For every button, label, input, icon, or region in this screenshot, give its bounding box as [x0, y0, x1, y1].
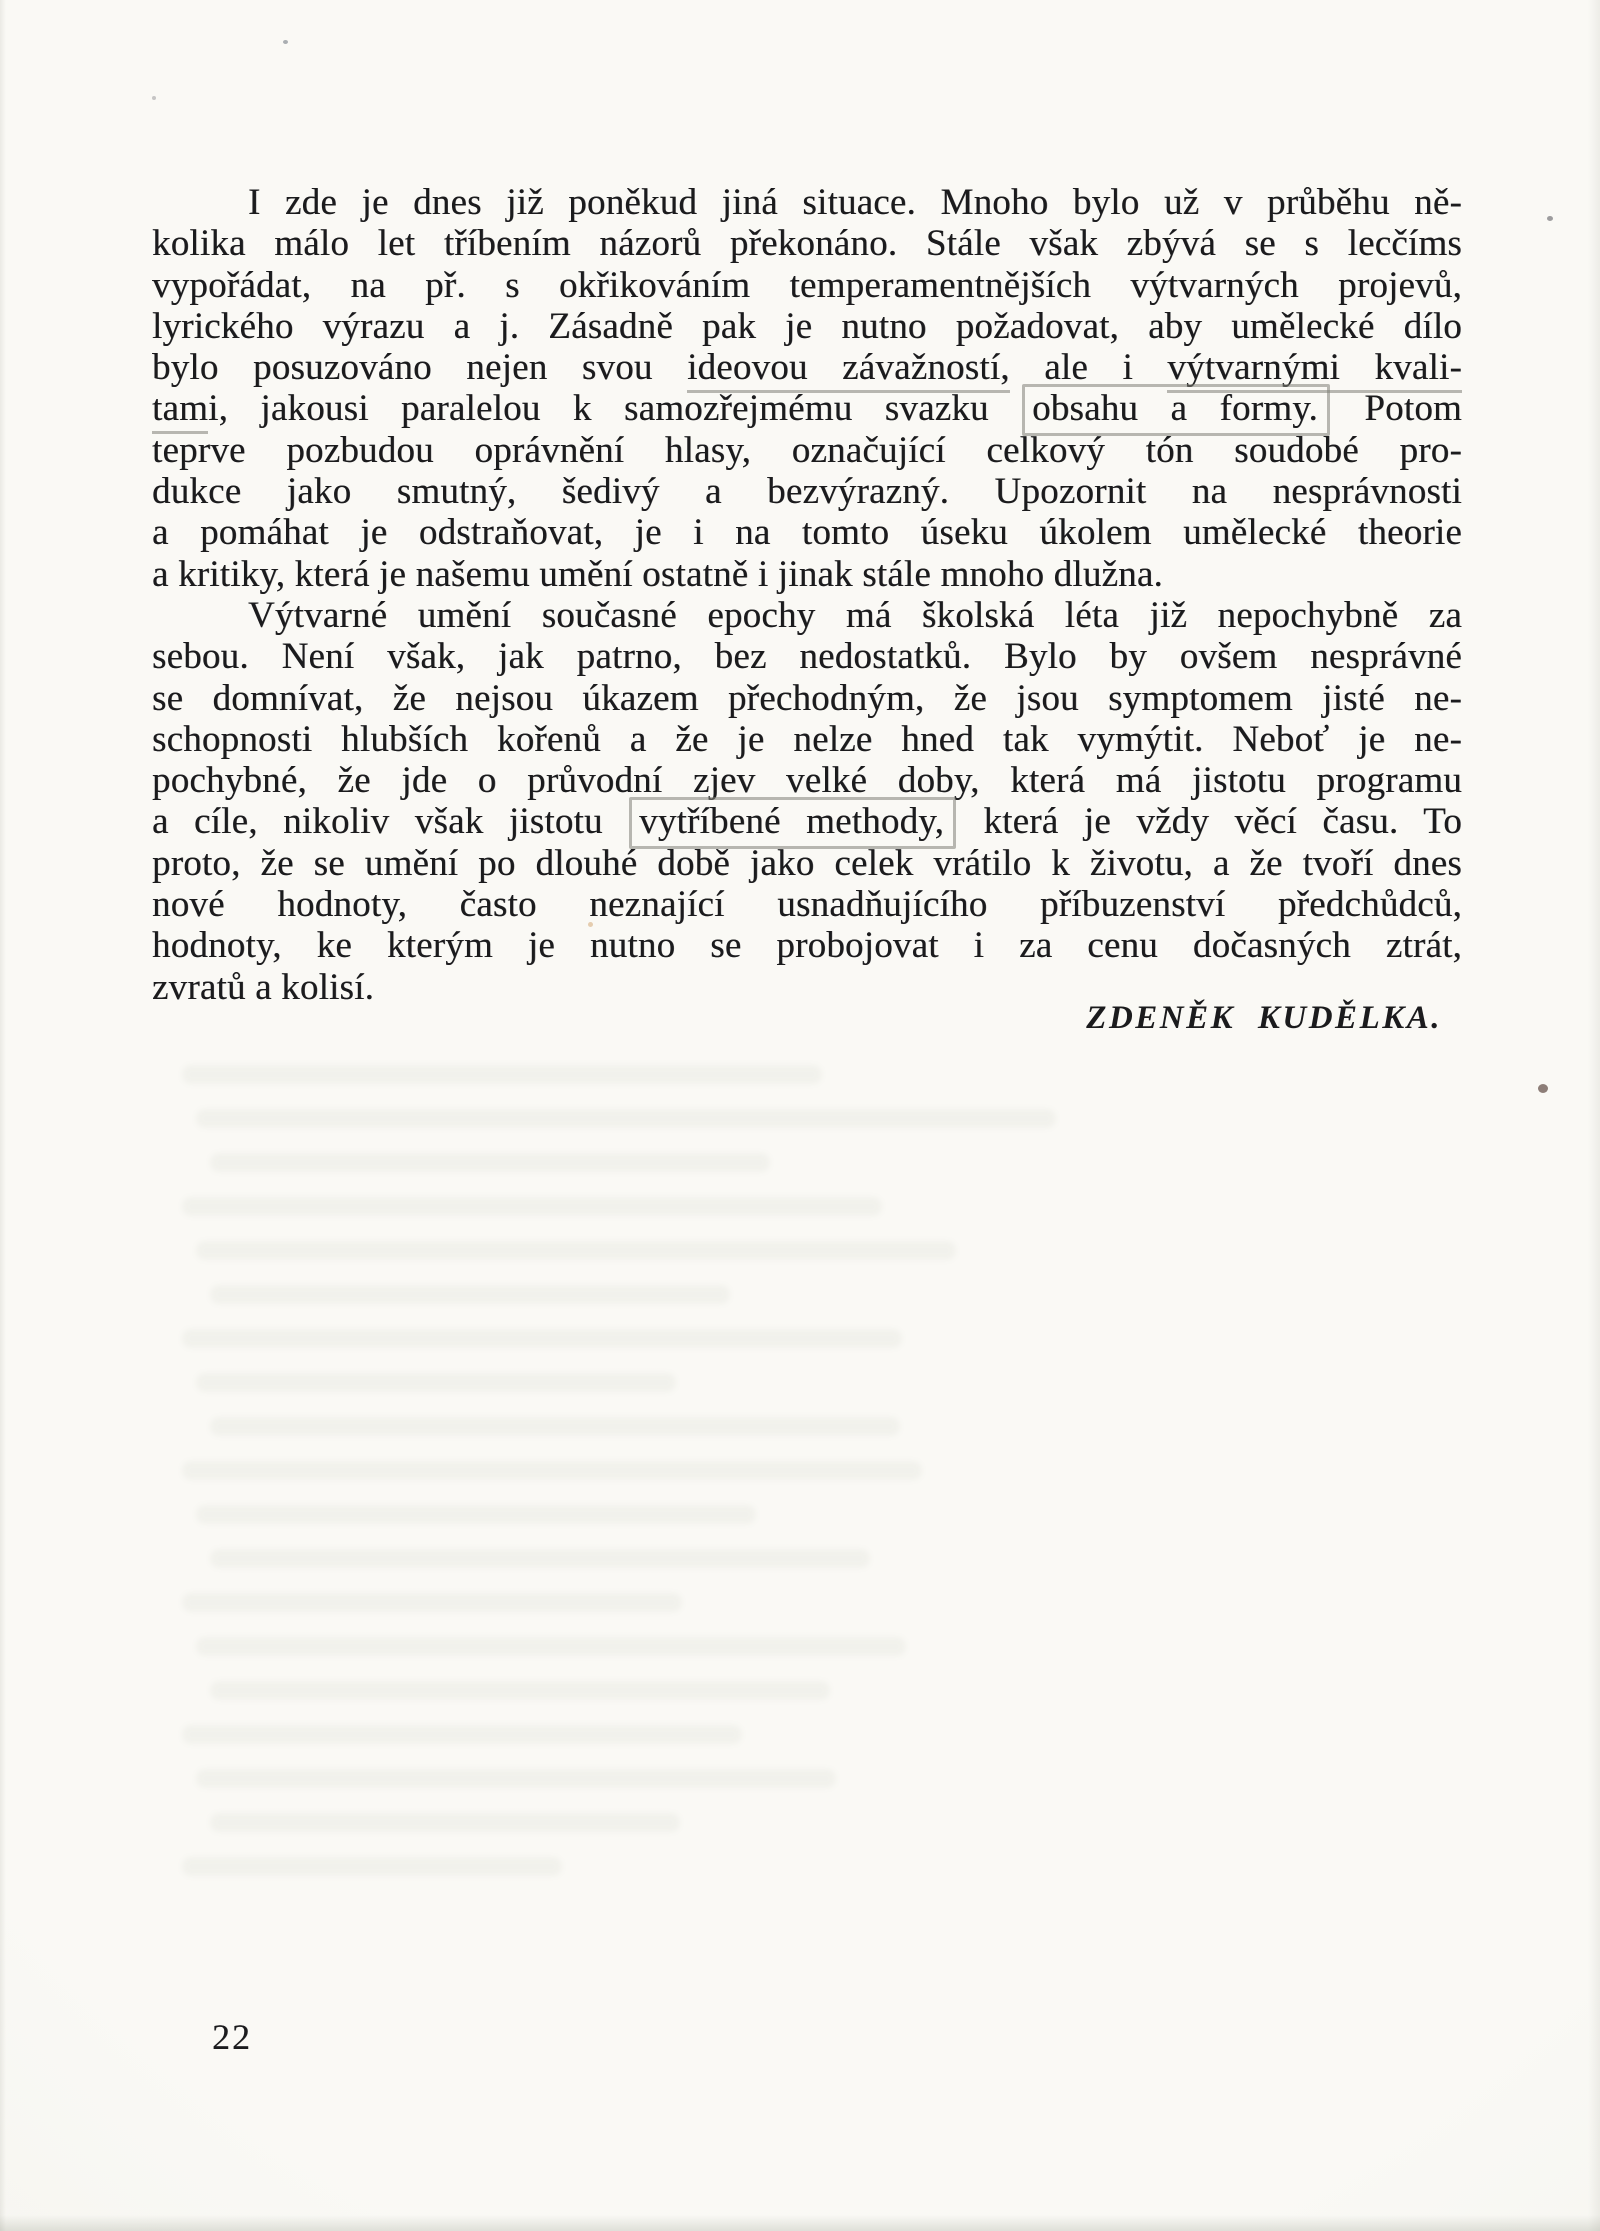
- text-segment: kolika málo let tříbením názorů překonáno. Stále však zbývá se s lecčíms: [152, 223, 1462, 265]
- text-segment: zvratů a kolisí.: [152, 966, 375, 1008]
- text-line: [152, 512, 1462, 553]
- text-segment: sebou. Není však, jak patrno, bez nedostatků. Bylo by ovšem nesprávné: [152, 636, 1462, 678]
- paper-speck: [1547, 216, 1553, 221]
- pencil-underline-annotation: výtvarnými kvali-: [1167, 347, 1462, 393]
- text-segment: která je vždy věcí času. To: [958, 801, 1462, 843]
- text-segment: hodnoty, ke kterým je nutno se probojovat i za cenu dočasných ztrát,: [152, 925, 1462, 967]
- ghost-text-line: [196, 1241, 956, 1260]
- text-line: [152, 843, 1462, 884]
- pencil-underline-annotation: tam: [152, 388, 208, 434]
- text-line: [152, 719, 1462, 760]
- text-segment: nové hodnoty, často neznající usnadňujícího příbuzenství předchůdců,: [152, 884, 1462, 926]
- pencil-underline-annotation: ideovou závažností,: [687, 347, 1010, 393]
- ghost-text-line: [196, 1637, 906, 1656]
- text-segment: ale i: [1009, 347, 1168, 389]
- paper-speck: [283, 40, 288, 44]
- text-line: [152, 265, 1462, 306]
- ghost-text-line: [210, 1417, 900, 1436]
- scan-right-edge-shadow: [1588, 0, 1600, 2231]
- text-segment: pochybné, že jde o průvodní zjev velké doby, která má jistotu programu: [152, 760, 1462, 802]
- text-line: [152, 347, 1462, 388]
- text-segment: Potom: [1331, 388, 1463, 430]
- text-line: [152, 760, 1462, 801]
- text-line: [152, 636, 1462, 677]
- ghost-text-line: [210, 1549, 870, 1568]
- text-segment: a kritiky, která je našemu umění ostatně i jinak stále mnoho dlužna.: [152, 553, 1163, 595]
- text-segment: I zde je dnes již poněkud jiná situace. Mnoho bylo už v průběhu ně-: [248, 182, 1462, 223]
- scan-bottom-edge-shadow: [0, 2215, 1600, 2231]
- ghost-text-line: [196, 1769, 836, 1788]
- ghost-text-line: [182, 1329, 902, 1348]
- pencil-box-annotation: vytříbené methody,: [629, 797, 956, 849]
- text-segment: lyrického výrazu a j. Zásadně pak je nutno požadovat, aby umělecké dílo: [152, 305, 1462, 347]
- ghost-text-line: [182, 1461, 922, 1480]
- text-line: [152, 223, 1462, 264]
- ghost-text-line: [182, 1065, 822, 1084]
- pencil-box-annotation: obsahu a formy.: [1022, 384, 1330, 436]
- text-segment: teprve pozbudou oprávnění hlasy, označující celkový tón soudobé pro-: [152, 429, 1462, 471]
- author-signature: ZDENĚK KUDĚLKA.: [1086, 1000, 1442, 1036]
- ghost-text-line: [210, 1681, 830, 1700]
- ghost-text-line: [210, 1153, 770, 1172]
- text-line: [152, 884, 1462, 925]
- text-block: [152, 182, 1462, 1008]
- text-segment: i, jakousi paralelou k samozřejmému svazku: [208, 388, 1022, 430]
- paper-speck: [152, 96, 156, 100]
- ghost-text-line: [210, 1813, 680, 1832]
- text-segment: dukce jako smutný, šedivý a bezvýrazný. Upozornit na nesprávnosti: [152, 471, 1462, 513]
- text-line: [152, 595, 1462, 636]
- text-line: [152, 471, 1462, 512]
- text-segment: vypořádat, na př. s okřikováním temperamentnějších výtvarných projevů,: [152, 264, 1462, 306]
- ghost-text-line: [182, 1725, 742, 1744]
- paper-speck: [1538, 1084, 1548, 1093]
- text-line: [152, 306, 1462, 347]
- text-line: [152, 554, 1462, 595]
- text-segment: a pomáhat je odstraňovat, je i na tomto úseku úkolem umělecké theorie: [152, 512, 1462, 554]
- text-segment: a cíle, nikoliv však jistotu: [152, 801, 629, 843]
- text-line: [152, 182, 1462, 223]
- ghost-text-line: [182, 1857, 562, 1876]
- ghost-text-line: [196, 1373, 676, 1392]
- ghost-text-line: [182, 1197, 882, 1216]
- text-line: [152, 925, 1462, 966]
- text-line: [152, 678, 1462, 719]
- text-line: [152, 388, 1462, 429]
- ghost-text-line: [196, 1505, 756, 1524]
- text-segment: se domnívat, že nejsou úkazem přechodným, že jsou symptomem jisté ne-: [152, 677, 1462, 719]
- text-line: [152, 430, 1462, 471]
- ghost-text-line: [210, 1285, 730, 1304]
- text-segment: schopnosti hlubších kořenů a že je nelze hned tak vymýtit. Neboť je ne-: [152, 718, 1462, 760]
- page-number: 22: [212, 2017, 252, 2057]
- ghost-text-line: [196, 1109, 1056, 1128]
- paper-speck: [588, 922, 593, 927]
- text-segment: Výtvarné umění současné epochy má školská léta již nepochybně za: [248, 594, 1462, 636]
- scan-left-edge-shadow: [0, 0, 6, 2231]
- text-line: [152, 801, 1462, 842]
- text-segment: bylo posuzováno nejen svou: [152, 347, 688, 389]
- text-segment: proto, že se umění po dlouhé době jako celek vrátilo k životu, a že tvoří dnes: [152, 842, 1462, 884]
- ghost-text-line: [182, 1593, 682, 1612]
